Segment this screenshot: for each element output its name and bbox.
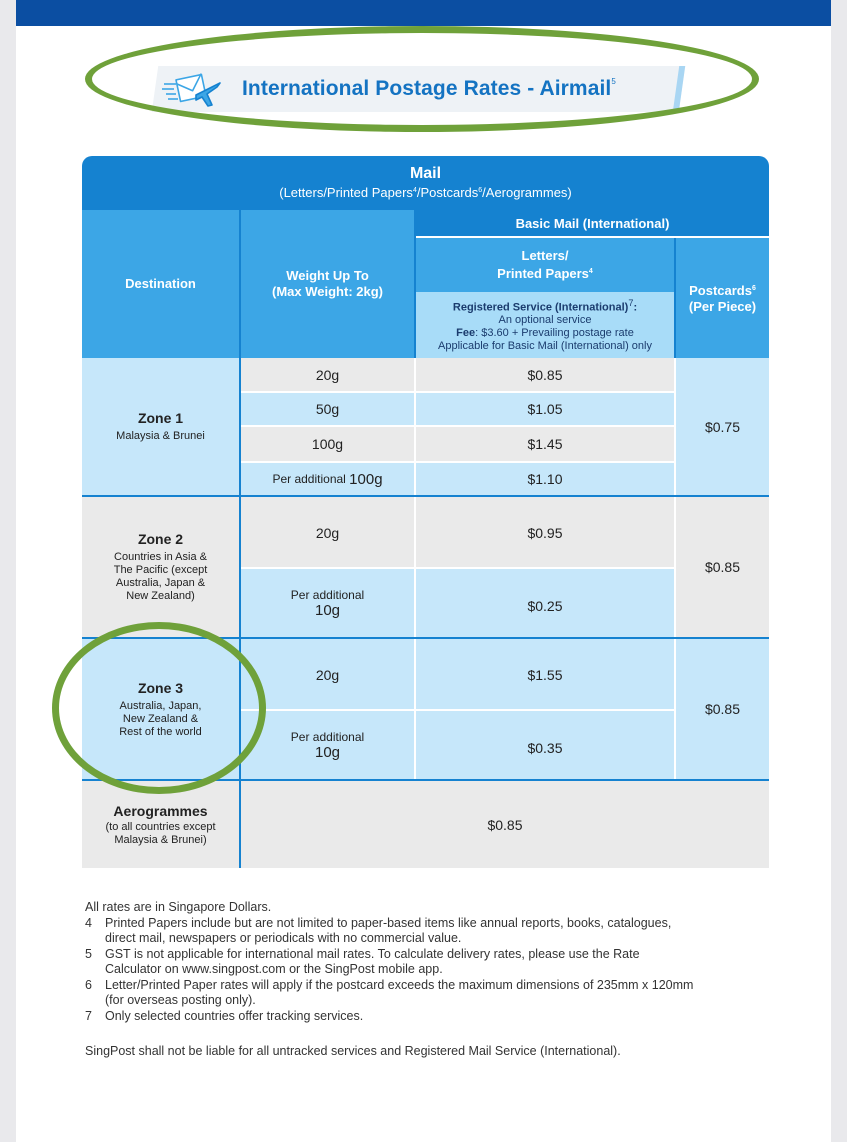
letters-header: Letters/ Printed Papers$^4$ [416, 238, 674, 292]
row-separator [241, 461, 674, 463]
zone-1-weight-4: Per additional 100g [241, 463, 414, 495]
zone-3-price-2: $0.35 [416, 711, 674, 779]
zone-1-weight-2: 50g [241, 393, 414, 425]
zone-2-postcard-price: $0.85 [676, 497, 769, 637]
grid-line [239, 210, 241, 868]
basic-mail-header: Basic Mail (International) [416, 210, 769, 236]
zone-1-price-1: $0.85 [416, 358, 674, 391]
airmail-envelope-plane-icon [162, 69, 224, 109]
footnote-7: 7 Only selected countries offer tracking services. [85, 1008, 364, 1023]
grid-line [414, 210, 416, 358]
zone-3-postcard-price: $0.85 [676, 639, 769, 779]
zone-1-price-2: $1.05 [416, 393, 674, 425]
zone-3-label: Zone 3 Australia, Japan, New Zealand & Rest of the world [82, 639, 239, 779]
grid-line [416, 236, 769, 238]
zone-2-price-2: $0.25 [416, 569, 674, 637]
destination-header: Destination [82, 210, 239, 358]
page-title: International Postage Rates - Airmail$^5$ [242, 77, 616, 100]
zone-1-weight-1: 20g [241, 358, 414, 391]
zone-3-weight-2: Per additional 10g [241, 711, 414, 779]
grid-line [82, 495, 769, 497]
row-separator [241, 709, 674, 711]
grid-line [82, 637, 769, 639]
currency-note: All rates are in Singapore Dollars. [85, 900, 272, 914]
aerogrammes-label: Aerogrammes (to all countries except Malaysia & Brunei) [82, 781, 239, 868]
zone-1-postcard-price: $0.75 [676, 358, 769, 495]
zone-3-price-1: $1.55 [416, 639, 674, 709]
aerogrammes-price: $0.85 [241, 781, 769, 868]
footnote-6: 6 Letter/Printed Paper rates will apply if the postcard exceeds the maximum dimensions of 235mm x 120mm (for overseas posting only). [85, 977, 694, 1007]
zone-3-weight-1: 20g [241, 639, 414, 709]
zone-2-price-1: $0.95 [416, 497, 674, 569]
grid-line [674, 236, 676, 358]
postcards-header: Postcards$^6$ (Per Piece) [676, 238, 769, 358]
zone-1-label: Zone 1 Malaysia & Brunei [82, 358, 239, 495]
zone-2-weight-1: 20g [241, 497, 414, 569]
footnote-4: 4 Printed Papers include but are not limited to paper-based items like annual reports, books, catalogues, direct mail, newspapers or periodicals with no commercial value. [85, 915, 672, 945]
row-separator [241, 391, 674, 393]
column-separator [414, 358, 416, 779]
zone-2-weight-2: Per additional 10g [241, 569, 414, 637]
grid-line [82, 208, 769, 210]
mail-header: Mail (Letters/Printed Papers$^4$/Postcards$^6$/Aerogrammes) [82, 156, 769, 208]
disclaimer: SingPost shall not be liable for all untracked services and Registered Mail Service (International). [85, 1044, 621, 1058]
zone-1-price-3: $1.45 [416, 427, 674, 461]
row-separator [241, 425, 674, 427]
footnotes [85, 900, 805, 1060]
zone-2-label: Zone 2 Countries in Asia & The Pacific (except Australia, Japan & New Zealand) [82, 497, 239, 637]
row-separator [241, 567, 674, 569]
footnote-5: 5 GST is not applicable for international mail rates. To calculate delivery rates, please use the Rate Calculator on www.singpost.com or the SingPost mobile app. [85, 946, 640, 976]
weight-header: Weight Up To (Max Weight: 2kg) [241, 210, 414, 358]
column-separator [674, 358, 676, 779]
zone-1-price-4: $1.10 [416, 463, 674, 495]
zone-1-weight-3: 100g [241, 427, 414, 461]
grid-line [82, 779, 769, 781]
top-bar [16, 0, 831, 26]
registered-service-info: Registered Service (International)$^7$: An optional service Fee: $3.60 + Prevailing postage rate Applicable for Basic Mail (International) only [416, 292, 674, 358]
mail-subtitle: (Letters/Printed Papers$^4$/Postcards$^6$/Aerogrammes) [279, 184, 572, 200]
title-banner [160, 66, 680, 112]
